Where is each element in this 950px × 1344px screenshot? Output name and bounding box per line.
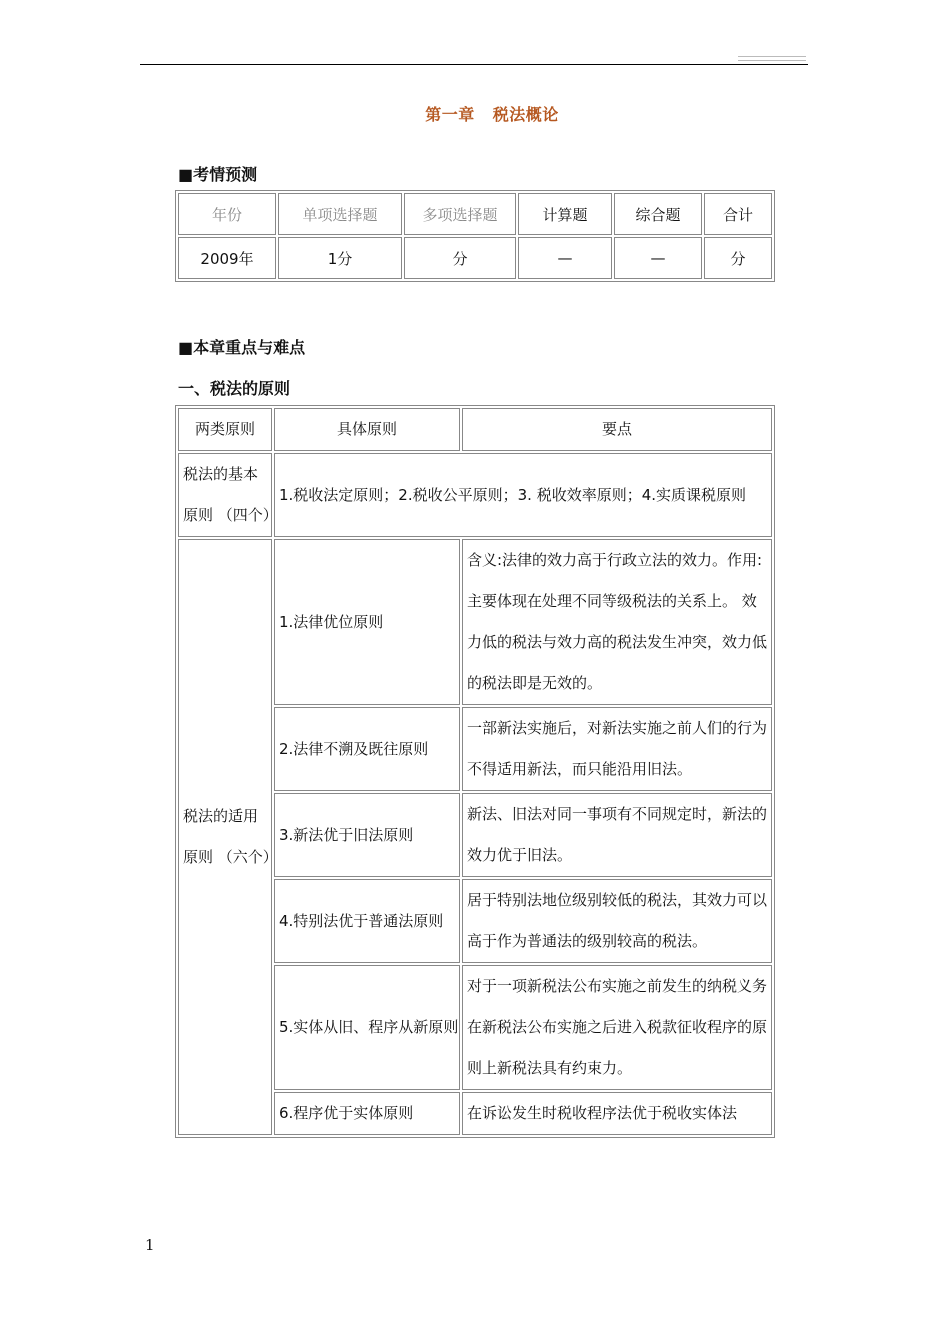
header-cell: 合计 <box>704 193 772 235</box>
point-cell: 对于一项新税法公布实施之前发生的纳税义务在新税法公布实施之后进入税款征收程序的原则上新税法具有约束力。 <box>462 965 772 1090</box>
table-cell: — <box>614 237 702 279</box>
table-row <box>178 539 772 705</box>
header-cell: 单项选择题 <box>278 193 402 235</box>
table-cell: — <box>518 237 612 279</box>
table-cell: 分 <box>404 237 516 279</box>
category-cell: 税法的基本原则 （四个） <box>178 453 272 537</box>
principle-cell: 4.特别法优于普通法原则 <box>274 879 460 963</box>
table-row <box>178 237 772 279</box>
table-cell: 分 <box>704 237 772 279</box>
principle-cell: 5.实体从旧、程序从新原则 <box>274 965 460 1090</box>
tax-principles-table <box>175 405 775 1138</box>
header-cell: 综合题 <box>614 193 702 235</box>
table-row <box>178 453 772 537</box>
header-rule <box>140 64 808 65</box>
header-cell: 要点 <box>462 408 772 451</box>
principle-cell: 3.新法优于旧法原则 <box>274 793 460 877</box>
header-cell: 计算题 <box>518 193 612 235</box>
page-number: 1 <box>145 1236 155 1254</box>
point-cell: 新法、旧法对同一事项有不同规定时，新法的效力优于旧法。 <box>462 793 772 877</box>
chapter-number: 第一章 <box>425 105 475 124</box>
exam-forecast-table <box>175 190 775 282</box>
table-cell: 1分 <box>278 237 402 279</box>
point-cell: 含义:法律的效力高于行政立法的效力。作用:主要体现在处理不同等级税法的关系上。 效力低的税法与效力高的税法发生冲突，效力低的税法即是无效的。 <box>462 539 772 705</box>
principle-cell: 1.法律优位原则 <box>274 539 460 705</box>
table-header-row <box>178 193 772 235</box>
table-header-row <box>178 408 772 451</box>
section-heading-key-points: ■本章重点与难点 <box>178 338 306 357</box>
header-cell: 多项选择题 <box>404 193 516 235</box>
principle-cell: 2.法律不溯及既往原则 <box>274 707 460 791</box>
table-cell: 2009年 <box>178 237 276 279</box>
category-cell: 税法的适用原则 （六个） <box>178 539 272 1135</box>
header-mark <box>738 60 806 61</box>
content-cell: 1.税收法定原则；2.税收公平原则；3. 税收效率原则；4.实质课税原则 <box>274 453 772 537</box>
subsection-heading-principles: 一、税法的原则 <box>178 379 291 398</box>
point-cell: 一部新法实施后，对新法实施之前人们的行为不得适用新法，而只能沿用旧法。 <box>462 707 772 791</box>
header-cell: 两类原则 <box>178 408 272 451</box>
chapter-title <box>0 102 950 125</box>
header-cell: 年份 <box>178 193 276 235</box>
point-cell: 在诉讼发生时税收程序法优于税收实体法 <box>462 1092 772 1135</box>
header-cell: 具体原则 <box>274 408 460 451</box>
section-heading-exam-forecast: ■考情预测 <box>178 165 258 184</box>
chapter-name: 税法概论 <box>492 105 559 124</box>
principle-cell: 6.程序优于实体原则 <box>274 1092 460 1135</box>
point-cell: 居于特别法地位级别较低的税法，其效力可以高于作为普通法的级别较高的税法。 <box>462 879 772 963</box>
header-mark <box>738 56 806 57</box>
